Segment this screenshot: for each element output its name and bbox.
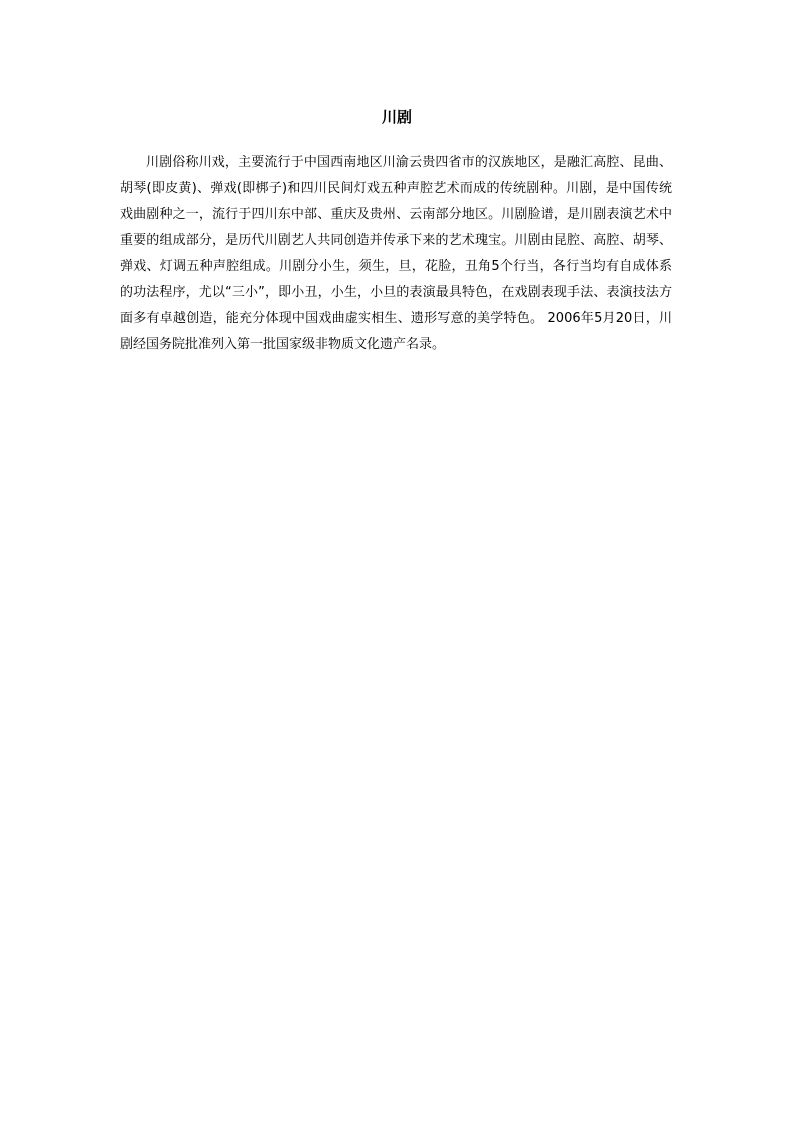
- document-title: 川剧: [381, 108, 412, 126]
- document-paragraph: 川剧俗称川戏，主要流行于中国西南地区川渝云贵四省市的汉族地区，是融汇高腔、昆曲、胡琴(即皮黄)、弹戏(即梆子)和四川民间灯戏五种声腔艺术而成的传统剧种。川剧，是中国传统戏曲剧种之一，流行于四川东中部、重庆及贵州、云南部分地区。川剧脸谱，是川剧表演艺术中重要的组成部分，是历代川剧艺人共同创造并传承下来的艺术瑰宝。川剧由昆腔、高腔、胡琴、弹戏、灯调五种声腔组成。川剧分小生，须生，旦，花脸，丑角5个行当，各行当均有自成体系的功法程序，尤以“三小”，即小丑，小生，小旦的表演最具特色，在戏剧表现手法、表演技法方面多有卓越创造，能充分体现中国戏曲虚实相生、遗形写意的美学特色。 2006年5月20日，川剧经国务院批准列入第一批国家级非物质文化遗产名录。: [120, 155, 672, 352]
